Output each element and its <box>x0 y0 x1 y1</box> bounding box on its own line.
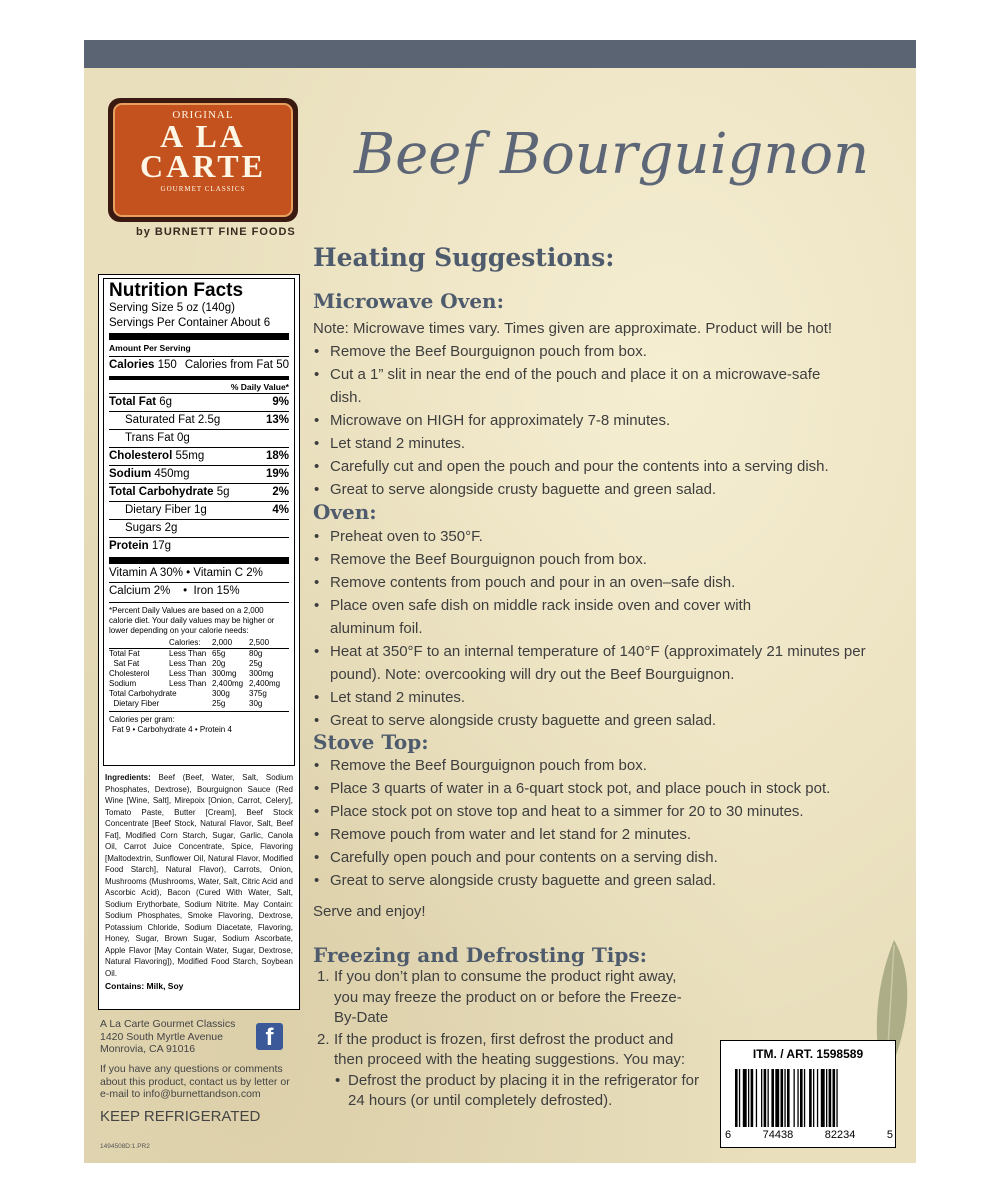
dv-cell: Less Than <box>169 659 207 668</box>
barcode-icon <box>735 1069 883 1127</box>
nutrient-row <box>109 501 289 519</box>
nutrient-label: Saturated Fat <box>125 414 195 426</box>
barcode-bar <box>826 1069 827 1127</box>
nutrient-label: Dietary Fiber <box>125 504 191 516</box>
oven-heading: Oven: <box>313 500 377 524</box>
nutrient-label: Total Fat <box>109 396 157 408</box>
contact-text: If you have any questions or comments about this product, contact us by letter or e-mail to info@burnettandson.com <box>100 1063 290 1100</box>
logo-subtitle: GOURMET CLASSICS <box>160 185 246 193</box>
dv-cell: 20g <box>212 659 226 668</box>
barcode-bar <box>809 1069 812 1127</box>
ingredients-text: Beef (Beef, Water, Salt, Sodium Phosphates, Dextrose), Bourguignon Sauce (Red Wine [Wine, Salt], Mirepoix [Onion, Carrot, Celery], Tomato Paste, Butter [Cream], Beef Stock Concentrate [Beef Stock, Natural Flavor, Salt, Beef Fat], Modified Corn Starch, Sugar, Garlic, Canola Oil, Carrot Juice Concentrate, Spice, Flavoring [Maltodextrin, Sunflower Oil, Natural Flavor, Modified Food Starch], Natural Flavor), Carrots, Onion, Mushrooms (Mushrooms, Water, Salt, Citric Acid and Ascorbic Acid), Bacon (Cured With Water, Salt, Sodium Erythorbate, Sodium Nitrite. May Contain: Sodium Phosphates, Smoke Flavoring, Dextrose, Potassium Chloride, Sodium Diacetate, Flavoring, Honey, Sugar, Brown Sugar, Sodium Ascorbate, Apple Flavor [May Contain Water, Sugar, Dextrose, Natural Flavoring]), Modified Food Starch, Soybean Oil. <box>105 773 293 978</box>
freezing-section <box>314 967 699 1112</box>
product-title: Beef Bourguignon <box>354 122 870 187</box>
nutrient-row <box>109 537 289 555</box>
item-number: ITM. / ART. 1598589 <box>752 1047 864 1061</box>
nutrient-dv: 9% <box>272 396 289 408</box>
vitamins-line-1: Vitamin A 30% • Vitamin C 2% <box>109 567 263 579</box>
tip-text: If you don’t plan to consume the product right away, you may freeze the product on or before the Freeze-By-Date <box>334 968 682 1026</box>
barcode-bar <box>751 1069 754 1127</box>
logo-line1: A LA <box>160 118 246 154</box>
microwave-section <box>313 317 903 501</box>
barcode-bar <box>836 1069 837 1127</box>
nutrient-label: Trans Fat <box>125 432 174 444</box>
address-line: Monrovia, CA 91016 <box>100 1043 196 1055</box>
allergen-contains: Contains: Milk, Soy <box>105 981 184 991</box>
stove-step: • Great to serve alongside crusty baguette and green salad. <box>313 869 903 892</box>
nutrition-title: Nutrition Facts <box>109 280 244 301</box>
freezing-tip <box>314 1030 699 1071</box>
freezing-heading: Freezing and Defrosting Tips: <box>313 943 647 967</box>
barcode-bar <box>781 1069 784 1127</box>
dv-cell: Less Than <box>169 649 207 658</box>
microwave-step: • Remove the Beef Bourguignon pouch from box. <box>313 340 903 363</box>
serving-size: Serving Size 5 oz (140g) <box>109 302 235 314</box>
nutrient-row <box>109 519 289 537</box>
tip-number: 2. <box>317 1030 330 1048</box>
address-line: A La Carte Gourmet Classics <box>100 1018 236 1030</box>
calories-value: 150 <box>157 359 177 371</box>
nutrient-row <box>109 483 289 501</box>
nutrient-amount: 2.5g <box>197 414 221 426</box>
dv-cell: Less Than <box>169 679 207 688</box>
ingredients-label: Ingredients: <box>105 773 151 782</box>
address-line: 1420 South Myrtle Avenue <box>100 1030 223 1043</box>
dv-cell: 300g <box>212 689 230 698</box>
serve-text: Serve and enjoy! <box>313 903 426 920</box>
barcode-bar <box>794 1069 795 1127</box>
dv-cell: 300mg <box>249 669 274 678</box>
nutrition-label <box>103 278 295 766</box>
nutrient-row <box>109 411 289 429</box>
nutrient-dv: 18% <box>265 450 289 462</box>
stove-step: • Remove the Beef Bourguignon pouch from box. <box>313 754 903 777</box>
nutrient-rows <box>109 393 289 555</box>
dv-table-row <box>109 679 289 689</box>
nutrient-dv: 4% <box>272 504 289 516</box>
nutrient-label: Cholesterol <box>109 450 173 462</box>
print-code: 1494508D:1.PR2 <box>100 1143 150 1150</box>
barcode-bar <box>756 1069 757 1127</box>
nutrient-amount: 17g <box>151 540 172 552</box>
dv-cell: 80g <box>249 649 263 658</box>
dv-table-row <box>109 649 289 659</box>
dv-cell: Total Fat <box>109 649 140 658</box>
nutrient-amount: 2g <box>164 522 178 534</box>
barcode-label <box>720 1040 896 1148</box>
oven-step: • Let stand 2 minutes. <box>313 686 903 709</box>
calories-per-gram: Calories per gram: <box>109 715 175 724</box>
microwave-note: Note: Microwave times vary. Times given are approximate. Product will be hot! <box>313 320 833 337</box>
nutrient-label: Sodium <box>109 468 152 480</box>
dv-cell <box>109 638 169 648</box>
nutrient-amount: 55mg <box>175 450 205 462</box>
barcode-bar <box>797 1069 798 1127</box>
oven-step: • Remove the Beef Bourguignon pouch from box. <box>313 548 903 571</box>
barcode-digits <box>725 1129 893 1141</box>
dv-cell: Sodium <box>109 679 137 688</box>
barcode-bar <box>739 1069 740 1127</box>
heating-heading: Heating Suggestions: <box>313 243 615 272</box>
calories-per-gram-values: Fat 9 • Carbohydrate 4 • Protein 4 <box>112 725 232 734</box>
calories-from-fat: Calories from Fat 50 <box>184 359 289 371</box>
dv-cell: Calories: <box>169 638 201 647</box>
stove-step: • Place stock pot on stove top and heat to a simmer for 20 to 30 minutes. <box>313 800 903 823</box>
barcode-bar <box>775 1069 779 1127</box>
barcode-bar <box>748 1069 749 1127</box>
nutrient-amount: 1g <box>194 504 207 516</box>
barcode-bar <box>800 1069 803 1127</box>
brand-logo <box>108 98 298 222</box>
barcode-bar <box>764 1069 767 1127</box>
oven-section <box>313 525 903 732</box>
package-back-panel <box>84 40 916 1163</box>
barcode-bar <box>804 1069 805 1127</box>
stove-step: • Place 3 quarts of water in a 6-quart stock pot, and place pouch in stock pot. <box>313 777 903 800</box>
dv-table-row <box>109 699 289 712</box>
dv-table-row <box>109 659 289 669</box>
servings-per-container: Servings Per Container About 6 <box>109 317 271 329</box>
oven-step: • Remove contents from pouch and pour in an oven–safe dish. <box>313 571 903 594</box>
dv-footnote: *Percent Daily Values are based on a 2,000 calorie diet. Your daily values may be higher or lower depending on your calorie needs: <box>109 602 289 636</box>
facebook-icon: f <box>256 1023 283 1050</box>
barcode-digit-group: 6 <box>725 1129 732 1141</box>
stove-heading: Stove Top: <box>313 730 429 754</box>
nutrient-amount: 450mg <box>154 468 190 480</box>
microwave-step: • Microwave on HIGH for approximately 7-8 minutes. <box>313 409 903 432</box>
dv-cell: Cholesterol <box>109 669 150 678</box>
nutrient-label: Sugars <box>125 522 162 534</box>
dv-table <box>109 638 289 735</box>
dv-cell: Dietary Fiber <box>109 699 160 708</box>
ingredients <box>103 766 295 979</box>
freezing-subtip: • Defrost the product by placing it in the refrigerator for 24 hours (or until completely defrosted). <box>334 1071 699 1112</box>
daily-value-header: % Daily Value* <box>230 382 289 392</box>
nutrient-amount: 0g <box>176 432 190 444</box>
nutrient-row <box>109 429 289 447</box>
barcode-bar <box>743 1069 747 1127</box>
dv-cell: 25g <box>212 699 226 708</box>
nutrient-dv: 2% <box>272 486 289 498</box>
barcode-digit-group: 5 <box>886 1129 893 1141</box>
dv-table-row <box>109 638 289 649</box>
barcode-bar <box>787 1069 790 1127</box>
barcode-bar <box>768 1069 769 1127</box>
oven-step: • Preheat oven to 350°F. <box>313 525 903 548</box>
calories-label: Calories <box>109 359 155 371</box>
nutrient-amount: 6g <box>159 396 173 408</box>
brand-byline: by BURNETT FINE FOODS <box>136 226 296 238</box>
dv-cell: 300mg <box>212 669 237 678</box>
nutrient-label: Protein <box>109 540 149 552</box>
tip-text: If the product is frozen, first defrost the product and then proceed with the heating suggestions. You may: <box>334 1030 686 1068</box>
nutrition-facts-panel <box>98 274 300 1010</box>
company-address <box>100 1018 235 1056</box>
dv-cell: 2,000 <box>212 638 233 647</box>
microwave-step: • Carefully cut and open the pouch and pour the contents into a serving dish. <box>313 455 903 478</box>
dv-table-row <box>109 689 289 699</box>
dv-cell: Sat Fat <box>109 659 140 668</box>
dv-cell: 65g <box>212 649 226 658</box>
nutrient-row <box>109 465 289 483</box>
barcode-bar <box>833 1069 836 1127</box>
barcode-bar <box>813 1069 814 1127</box>
barcode-bar <box>829 1069 832 1127</box>
dv-cell: 30g <box>249 699 263 708</box>
nutrient-row <box>109 447 289 465</box>
nutrient-row <box>109 393 289 411</box>
calories-row <box>109 356 289 374</box>
logo-original: ORIGINAL <box>172 109 234 121</box>
tip-number: 1. <box>317 968 330 985</box>
microwave-step: • Let stand 2 minutes. <box>313 432 903 455</box>
oven-step: • Place oven safe dish on middle rack inside oven and cover with aluminum foil. <box>313 594 903 640</box>
barcode-digit-group: 82234 <box>824 1129 856 1141</box>
freezing-tip <box>314 967 699 1029</box>
top-band <box>84 40 916 68</box>
microwave-step: • Great to serve alongside crusty baguette and green salad. <box>313 478 903 501</box>
barcode-bar <box>784 1069 785 1127</box>
microwave-step: • Cut a 1” slit in near the end of the pouch and place it on a microwave-safe dish. <box>313 363 903 409</box>
barcode-bar <box>817 1069 818 1127</box>
barcode-bar <box>735 1069 738 1127</box>
dv-cell: 25g <box>249 659 263 668</box>
stove-step: • Remove pouch from water and let stand for 2 minutes. <box>313 823 903 846</box>
barcode-bar <box>771 1069 774 1127</box>
dv-cell: 2,500 <box>249 638 270 647</box>
vitamins-line-2: Calcium 2% • Iron 15% <box>109 582 289 600</box>
nutrient-amount: 5g <box>216 486 230 498</box>
microwave-heading: Microwave Oven: <box>313 289 504 313</box>
dv-cell: 2,400mg <box>249 679 281 688</box>
amount-per-serving: Amount Per Serving <box>109 343 191 353</box>
nutrient-dv: 13% <box>265 414 289 426</box>
oven-step: • Great to serve alongside crusty baguette and green salad. <box>313 709 903 732</box>
logo-line2: CARTE <box>140 148 266 184</box>
nutrient-dv: 19% <box>265 468 289 480</box>
keep-refrigerated: KEEP REFRIGERATED <box>100 1108 261 1125</box>
dv-cell: 375g <box>249 689 267 698</box>
stove-section <box>313 754 903 892</box>
nutrient-label: Total Carbohydrate <box>109 486 214 498</box>
dv-cell: Less Than <box>169 669 207 678</box>
dv-cell: 2,400mg <box>212 679 244 688</box>
dv-cell: Total Carbohydrate <box>109 689 177 698</box>
barcode-digit-group: 74438 <box>762 1129 794 1141</box>
barcode-bar <box>761 1069 762 1127</box>
stove-step: • Carefully open pouch and pour contents on a serving dish. <box>313 846 903 869</box>
oven-step: • Heat at 350°F to an internal temperature of 140°F (approximately 21 minutes per pound). Note: overcooking will dry out the Beef Bourguignon. <box>313 640 903 686</box>
dv-table-row <box>109 669 289 679</box>
barcode-bar <box>821 1069 825 1127</box>
